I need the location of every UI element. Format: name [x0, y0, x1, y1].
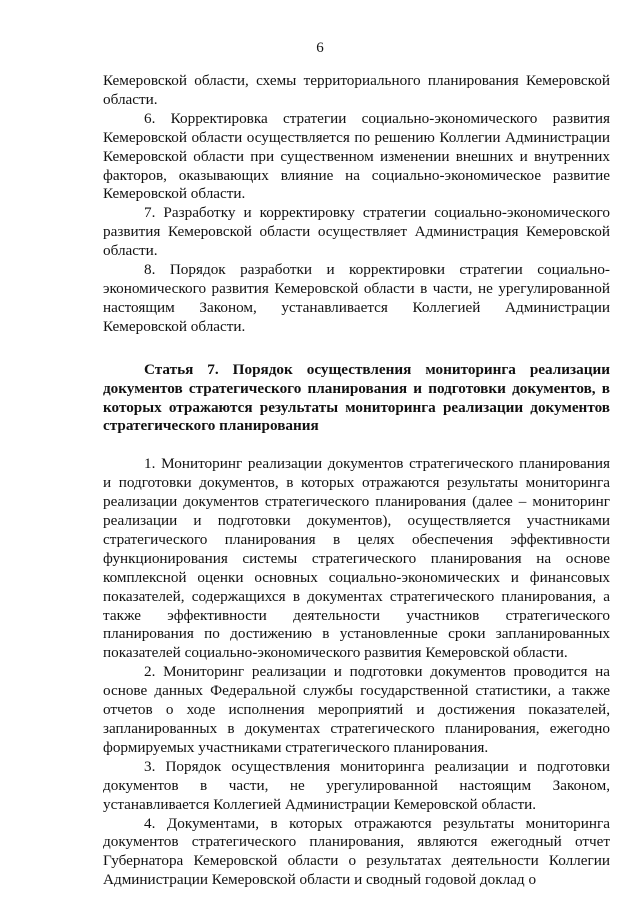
page-number: 6	[316, 40, 324, 56]
article-paragraph-1: 1. Мониторинг реализации документов стратегического планирования и подготовки документов, в которых отражаются результаты мониторинга реализации документов стратегического планирования (далее – мониторинг реализации и подготовки документов), осуществляется участниками стратегического планирования в целях обеспечения эффективности функционирования системы стратегического планирования на основе комплексной оценки основных социально-экономических и финансовых показателей, содержащихся в документах стратегического планирования, а также эффективности деятельности участников стратегического планирования по достижению в установленные сроки запланированных показателей социально-экономического развития Кемеровской области.	[103, 455, 610, 662]
paragraph-item-6: 6. Корректировка стратегии социально-экономического развития Кемеровской области осуществляется по решению Коллегии Администрации Кемеровской области при существенном изменении внешних и внутренних факторов, оказывающих влияние на социально-экономическое развитие Кемеровской области.	[103, 109, 610, 203]
article-heading: Статья 7. Порядок осуществления мониторинга реализации документов стратегического планирования и подготовки документов, в которых отражаются результаты мониторинга реализации документов стратегического планирования	[103, 360, 610, 435]
document-body	[103, 72, 610, 890]
article-paragraph-3: 3. Порядок осуществления мониторинга реализации и подготовки документов в части, не урегулированной настоящим Законом, устанавливается Коллегией Администрации Кемеровской области.	[103, 757, 610, 813]
paragraph-item-7: 7. Разработку и корректировку стратегии социально-экономического развития Кемеровской области осуществляет Администрация Кемеровской области.	[103, 204, 610, 260]
paragraph-continuation: Кемеровской области, схемы территориального планирования Кемеровской области.	[103, 72, 610, 108]
paragraph-item-8: 8. Порядок разработки и корректировки стратегии социально-экономического развития Кемеровской области в части, не урегулированной настоящим Законом, устанавливается Коллегией Администрации Кемеровской области.	[103, 261, 610, 335]
article-paragraph-2: 2. Мониторинг реализации и подготовки документов проводится на основе данных Федеральной службы государственной статистики, а также отчетов о ходе исполнения мероприятий и достижения показателей, запланированных в документах стратегического планирования, ежегодно формируемых участниками стратегического планирования.	[103, 663, 610, 756]
article-paragraph-4: 4. Документами, в которых отражаются результаты мониторинга документов стратегического планирования, являются ежегодный отчет Губернатора Кемеровской области о результатах деятельности Коллегии Администрации Кемеровской области и сводный годовой доклад о	[103, 814, 610, 889]
